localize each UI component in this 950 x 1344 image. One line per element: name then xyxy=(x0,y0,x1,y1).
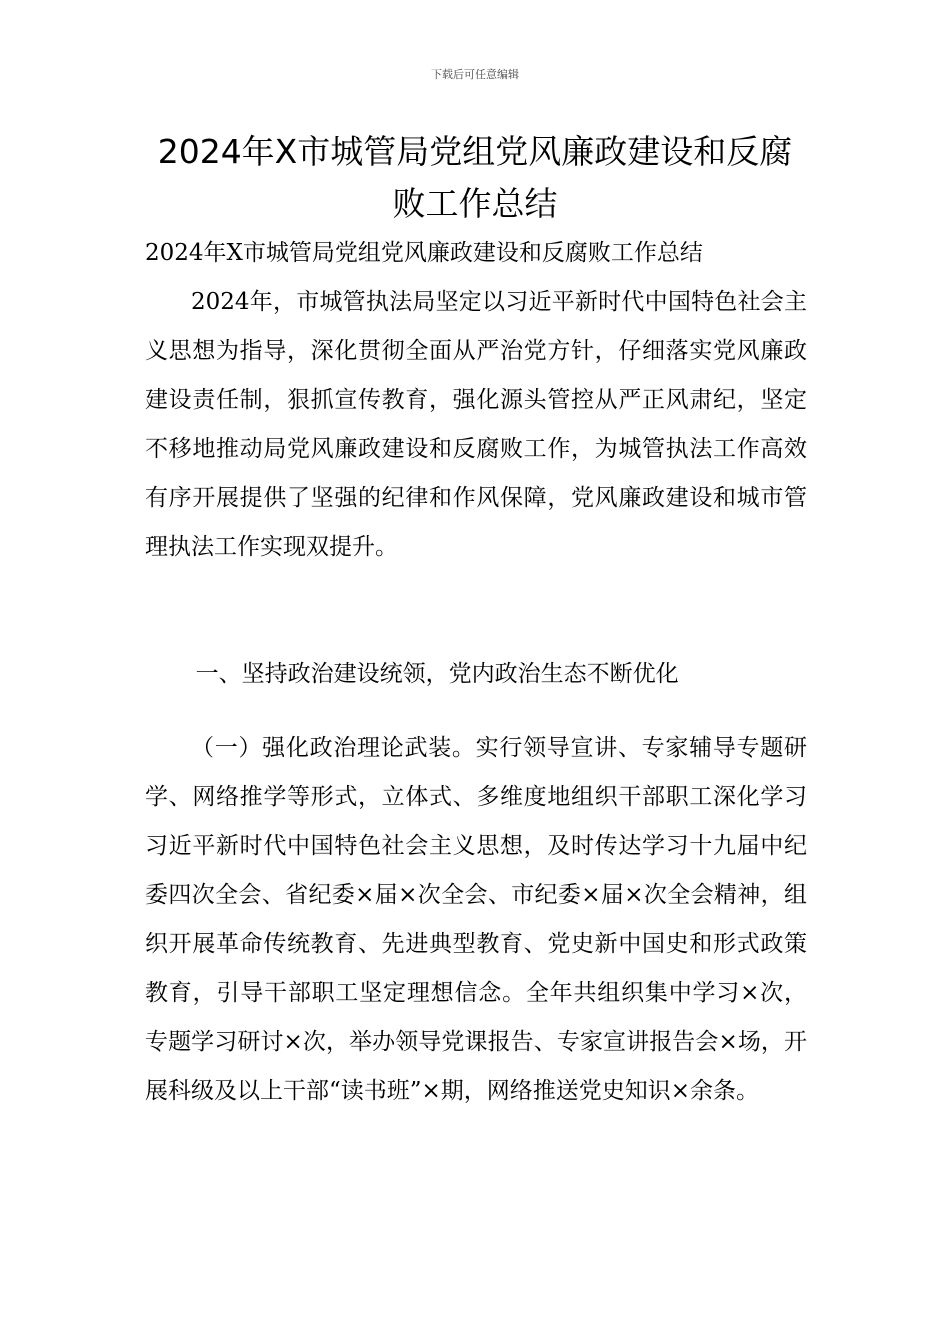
intro-paragraph: 2024年，市城管执法局坚定以习近平新时代中国特色社会主义思想为指导，深化贯彻全面从严治党方针，仔细落实党风廉政建设责任制，狠抓宣传教育，强化源头管控从严正风肃纪，坚定不移地推动局党风廉政建设和反腐败工作，为城管执法工作高效有序开展提供了坚强的纪律和作风保障，党风廉政建设和城市管理执法工作实现双提升。 xyxy=(145,289,807,560)
section-1-heading: 一、坚持政治建设统领，党内政治生态不断优化 xyxy=(195,661,679,687)
document-title: 2024年X市城管局党组党风廉政建设和反腐败工作总结 xyxy=(157,132,793,223)
header-note: 下载后可任意编辑 xyxy=(431,68,519,81)
section-1-paragraph-1: （一）强化政治理论武装。实行领导宣讲、专家辅导专题研学、网络推学等形式，立体式、多维度地组织干部职工深化学习习近平新时代中国特色社会主义思想，及时传达学习十九届中纪委四次全会、省纪委×届×次全会、市纪委×届×次全会精神，组织开展革命传统教育、先进典型教育、党史新中国史和形式政策教育，引导干部职工坚定理想信念。全年共组织集中学习×次，专题学习研讨×次，举办领导党课报告、专家宣讲报告会×场，开展科级及以上干部“读书班”×期，网络推送党史知识×余条。 xyxy=(145,735,807,1104)
document-subtitle: 2024年X市城管局党组党风廉政建设和反腐败工作总结 xyxy=(145,240,703,266)
